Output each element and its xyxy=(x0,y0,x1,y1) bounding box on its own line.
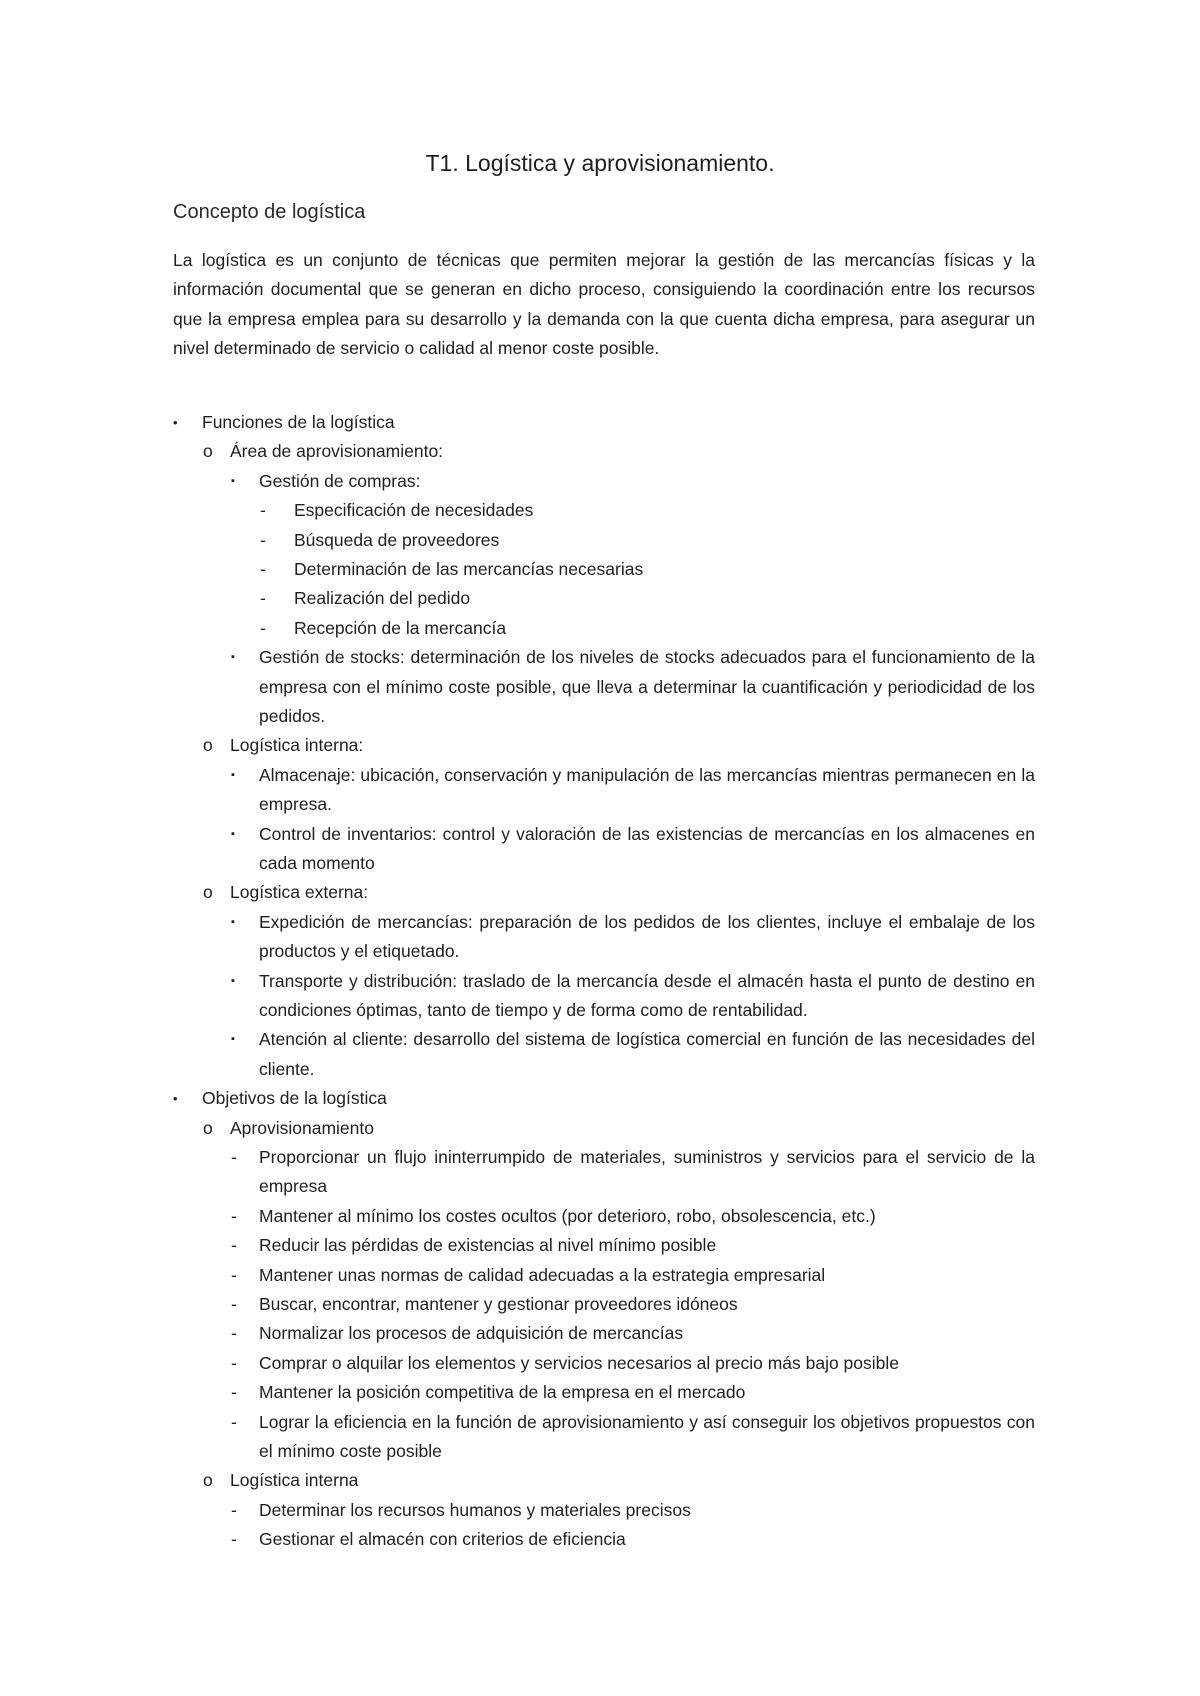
list-item-objetivos: • Objetivos de la logística xyxy=(0,1084,1200,1113)
square-marker: ▪ xyxy=(231,768,235,781)
square-marker: ▪ xyxy=(231,827,235,840)
list-item-logistica-interna: o Logística interna: xyxy=(0,731,1200,760)
circle-marker: o xyxy=(203,1117,213,1138)
square-marker: ▪ xyxy=(231,915,235,928)
dash-marker: - xyxy=(231,1264,237,1285)
dash-marker: - xyxy=(231,1499,237,1520)
list-item: - Mantener unas normas de calidad adecuadas a la estrategia empresarial xyxy=(0,1261,1200,1290)
dash-marker: - xyxy=(260,617,266,638)
intro-paragraph: La logística es un conjunto de técnicas que permiten mejorar la gestión de las mercancías físicas y la información documental que se generan en dicho proceso, consiguiendo la coordinación entre los recursos que la empresa emplea para su desarrollo y la demanda con la que cuenta dicha empresa, para asegurar un nivel determinado de servicio o calidad al menor coste posible. xyxy=(173,250,1035,359)
dash-marker: - xyxy=(231,1146,237,1167)
list-item-logistica-externa: o Logística externa: xyxy=(0,878,1200,907)
list-item-objetivos-interna: o Logística interna xyxy=(0,1466,1200,1495)
list-item: - Determinar los recursos humanos y materiales precisos xyxy=(0,1496,1200,1525)
list-item-gestion-stocks: ▪ Gestión de stocks: determinación de los niveles de stocks adecuados para el funcionamiento de la empresa con el mínimo coste posible, que lleva a determinar la cuantificación y periodicidad de los pedidos. xyxy=(0,643,1200,731)
list-item: - Realización del pedido xyxy=(0,584,1200,613)
section-heading: Concepto de logística xyxy=(173,201,366,223)
dash-marker: - xyxy=(260,529,266,550)
list-item: - Lograr la eficiencia en la función de aprovisionamiento y así conseguir los objetivos propuestos con el mínimo coste posible xyxy=(0,1408,1200,1467)
square-marker: ▪ xyxy=(231,974,235,987)
document-title: T1. Logística y aprovisionamiento. xyxy=(425,150,775,176)
dash-marker: - xyxy=(231,1529,237,1550)
dash-marker: - xyxy=(231,1323,237,1344)
dash-marker: - xyxy=(231,1293,237,1314)
list-item: - Especificación de necesidades xyxy=(0,496,1200,525)
square-marker: ▪ xyxy=(231,1033,235,1046)
list-item-gestion-compras: ▪ Gestión de compras: xyxy=(0,467,1200,496)
dash-marker: - xyxy=(231,1382,237,1403)
square-marker: ▪ xyxy=(231,474,235,487)
list-item: - Búsqueda de proveedores xyxy=(0,526,1200,555)
list-item-objetivos-aprovisionamiento: o Aprovisionamiento xyxy=(0,1114,1200,1143)
list-item: - Proporcionar un flujo ininterrumpido de materiales, suministros y servicios para el servicio de la empresa xyxy=(0,1143,1200,1202)
list-item: - Mantener la posición competitiva de la empresa en el mercado xyxy=(0,1378,1200,1407)
list-item: - Recepción de la mercancía xyxy=(0,614,1200,643)
circle-marker: o xyxy=(203,882,213,903)
list-item: ▪ Almacenaje: ubicación, conservación y manipulación de las mercancías mientras permanecen en la empresa. xyxy=(0,761,1200,820)
bullet-marker: • xyxy=(173,415,178,430)
dash-marker: - xyxy=(231,1235,237,1256)
list-item: - Mantener al mínimo los costes ocultos (por deterioro, robo, obsolescencia, etc.) xyxy=(0,1202,1200,1231)
list-item: - Comprar o alquilar los elementos y servicios necesarios al precio más bajo posible xyxy=(0,1349,1200,1378)
circle-marker: o xyxy=(203,1470,213,1491)
square-marker: ▪ xyxy=(231,651,235,664)
dash-marker: - xyxy=(260,558,266,579)
dash-marker: - xyxy=(231,1352,237,1373)
dash-marker: - xyxy=(260,500,266,521)
dash-marker: - xyxy=(260,588,266,609)
list-item: - Gestionar el almacén con criterios de eficiencia xyxy=(0,1525,1200,1554)
list-item: ▪ Control de inventarios: control y valoración de las existencias de mercancías en los almacenes en cada momento xyxy=(0,820,1200,879)
circle-marker: o xyxy=(203,735,213,756)
list-item-area-aprovisionamiento: o Área de aprovisionamiento: xyxy=(0,437,1200,466)
list-item: ▪ Expedición de mercancías: preparación de los pedidos de los clientes, incluye el embalaje de los productos y el etiquetado. xyxy=(0,908,1200,967)
bullet-marker: • xyxy=(173,1091,178,1107)
list-item: ▪ Atención al cliente: desarrollo del sistema de logística comercial en función de las necesidades del cliente. xyxy=(0,1025,1200,1084)
list-item: ▪ Transporte y distribución: traslado de la mercancía desde el almacén hasta el punto de destino en condiciones óptimas, tanto de tiempo y de forma como de rentabilidad. xyxy=(0,967,1200,1026)
list-item: - Determinación de las mercancías necesarias xyxy=(0,555,1200,584)
list-item: - Reducir las pérdidas de existencias al nivel mínimo posible xyxy=(0,1231,1200,1260)
dash-marker: - xyxy=(231,1205,237,1226)
list-item: - Buscar, encontrar, mantener y gestionar proveedores idóneos xyxy=(0,1290,1200,1319)
circle-marker: o xyxy=(203,441,213,462)
outline-list xyxy=(0,408,1200,1555)
list-item: - Normalizar los procesos de adquisición de mercancías xyxy=(0,1319,1200,1348)
list-item-funciones: • Funciones de la logística xyxy=(0,408,1200,437)
dash-marker: - xyxy=(231,1411,237,1432)
